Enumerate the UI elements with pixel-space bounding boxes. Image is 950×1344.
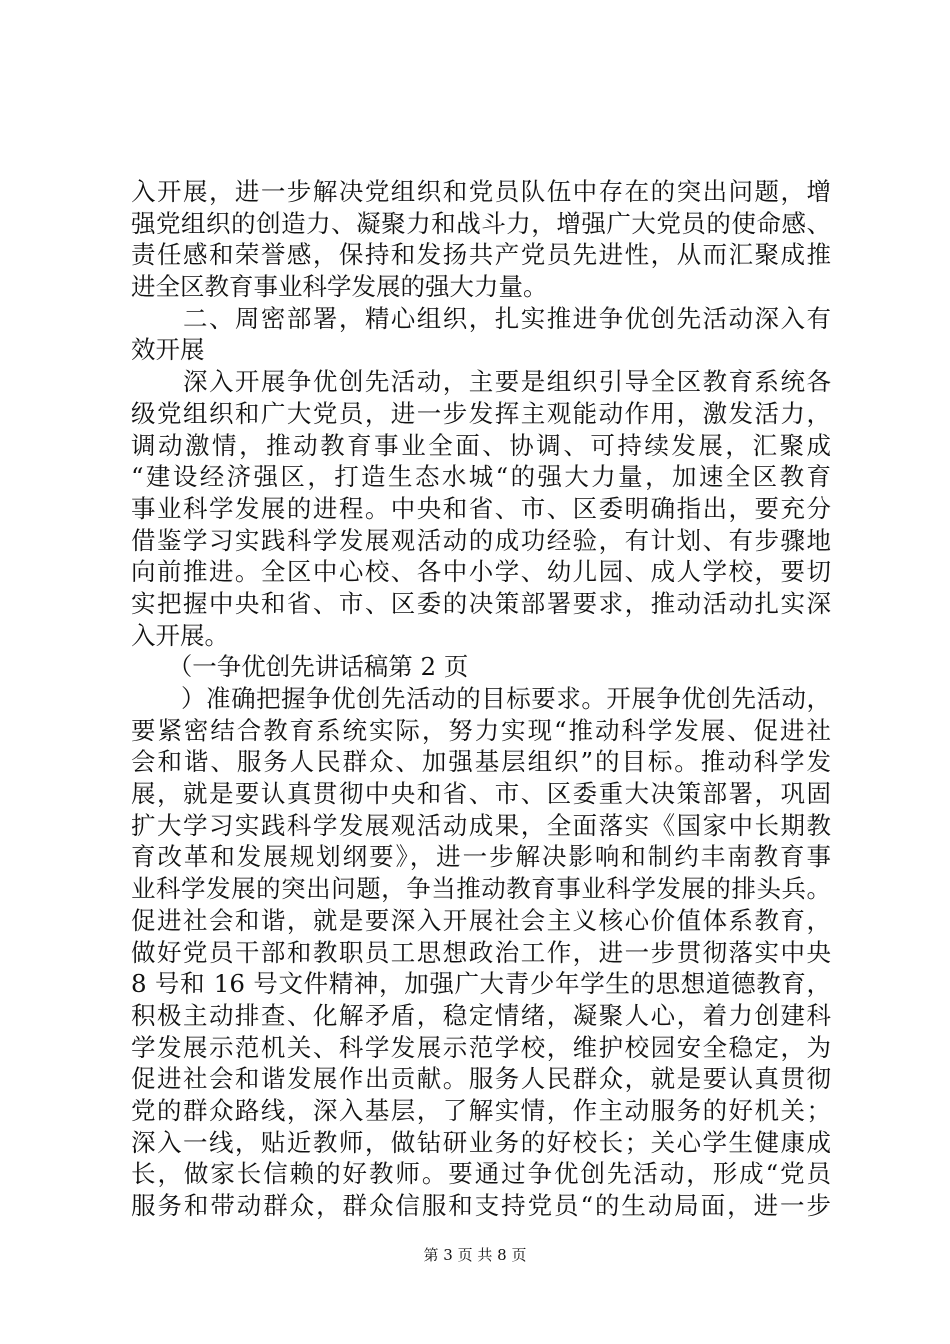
- text-line: 事业科学发展的进程。中央和省、市、区委明确指出，要充分: [131, 493, 831, 523]
- text-line: 进全区教育事业科学发展的强大力量。: [131, 272, 548, 302]
- text-line: 强党组织的创造力、凝聚力和战斗力，增强广大党员的使命感、: [131, 208, 831, 238]
- text-line: 扩大学习实践科学发展观活动成果，全面落实《国家中长期教: [131, 810, 831, 840]
- text-line: （一争优创先讲话稿第 2 页: [131, 652, 469, 682]
- text-line: 要紧密结合教育系统实际，努力实现“推动科学发展、促进社: [131, 715, 831, 745]
- text-line: 责任感和荣誉感，保持和发扬共产党员先进性，从而汇聚成推: [131, 240, 831, 270]
- text-line: “建设经济强区，打造生态水城“的强大力量，加速全区教育: [131, 462, 831, 492]
- text-line: 实把握中央和省、市、区委的决策部署要求，推动活动扎实深: [131, 588, 831, 618]
- text-line: 二、周密部署，精心组织，扎实推进争优创先活动深入有: [131, 303, 831, 333]
- text-line: 会和谐、服务人民群众、加强基层组织”的目标。推动科学发: [131, 747, 831, 777]
- text-line: 育改革和发展规划纲要》，进一步解决影响和制约丰南教育事: [131, 842, 831, 872]
- text-line: 展，就是要认真贯彻中央和省、市、区委重大决策部署，巩固: [131, 779, 831, 809]
- text-line: 入开展，进一步解决党组织和党员队伍中存在的突出问题，增: [131, 177, 831, 206]
- text-line: 促进社会和谐，就是要深入开展社会主义核心价值体系教育，: [131, 905, 831, 935]
- text-line: 业科学发展的突出问题，争当推动教育事业科学发展的排头兵。: [131, 874, 831, 904]
- text-line: 级党组织和广大党员，进一步发挥主观能动作用，激发活力，: [131, 398, 831, 428]
- text-line: 党的群众路线，深入基层，了解实情，作主动服务的好机关；: [131, 1095, 831, 1125]
- text-line: 8 号和 16 号文件精神，加强广大青少年学生的思想道德教育，: [131, 969, 831, 999]
- text-line: 学发展示范机关、科学发展示范学校，维护校园安全稳定，为: [131, 1032, 831, 1062]
- text-line: 借鉴学习实践科学发展观活动的成功经验，有计划、有步骤地: [131, 525, 831, 555]
- text-line: 深入一线，贴近教师，做钻研业务的好校长；关心学生健康成: [131, 1127, 831, 1157]
- text-line: 调动激情，推动教育事业全面、协调、可持续发展，汇聚成: [131, 430, 831, 460]
- page-number: 第 3 页 共 8 页: [423, 1246, 527, 1264]
- text-line: 积极主动排查、化解矛盾，稳定情绪，凝聚人心，着力创建科: [131, 1000, 831, 1030]
- document-body: [131, 176, 831, 1222]
- text-line: 服务和带动群众，群众信服和支持党员“的生动局面，进一步: [131, 1191, 831, 1220]
- page-footer: [0, 1245, 950, 1265]
- text-line: 向前推进。全区中心校、各中小学、幼儿园、成人学校，要切: [131, 557, 831, 587]
- text-line: ）准确把握争优创先活动的目标要求。开展争优创先活动，: [131, 684, 831, 713]
- text-line: 促进社会和谐发展作出贡献。服务人民群众，就是要认真贯彻: [131, 1064, 831, 1094]
- text-line: 做好党员干部和教职员工思想政治工作，进一步贯彻落实中央: [131, 937, 831, 967]
- text-line: 深入开展争优创先活动，主要是组织引导全区教育系统各: [131, 367, 831, 397]
- text-line: 长，做家长信赖的好教师。要通过争优创先活动，形成“党员: [131, 1159, 831, 1189]
- text-line: 效开展: [131, 335, 205, 365]
- text-line: 入开展。: [131, 620, 229, 650]
